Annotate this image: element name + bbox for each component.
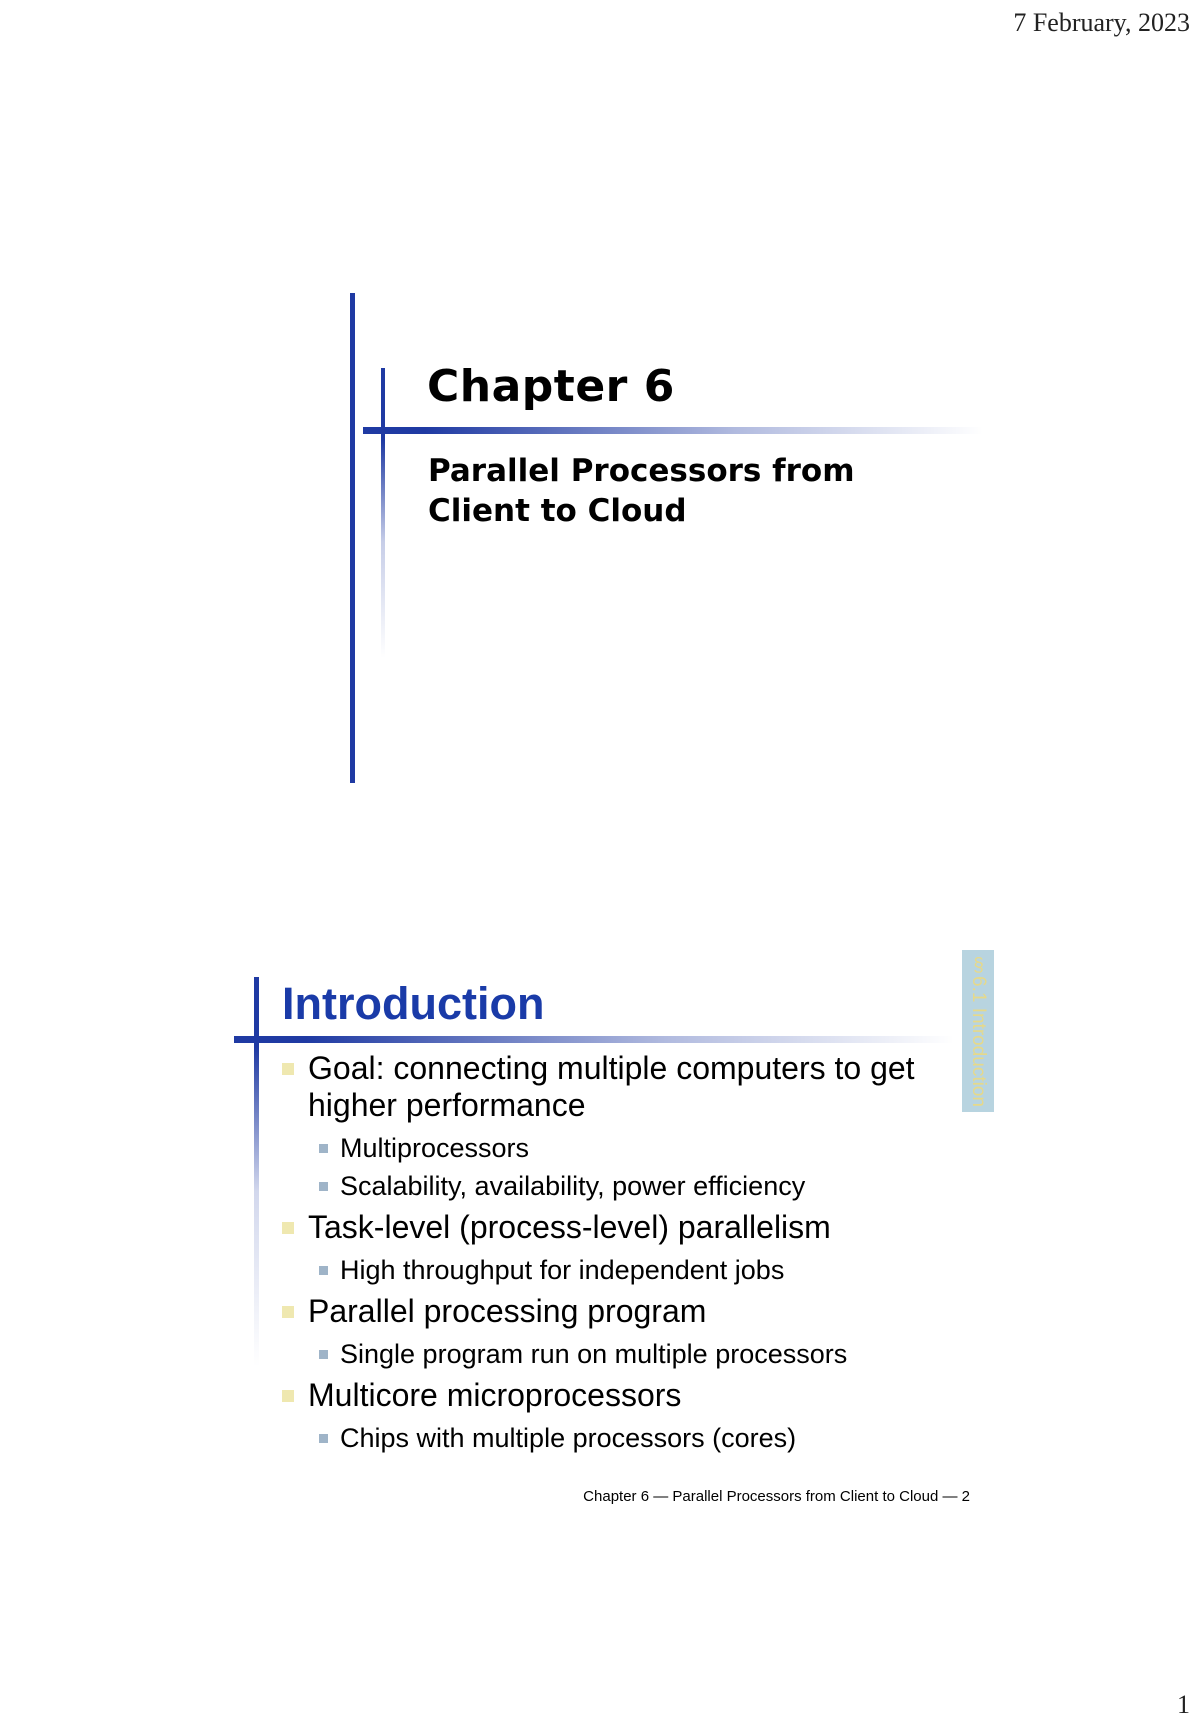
sub-bullet-text: Multiprocessors [340, 1133, 530, 1163]
slide-title: Introduction [282, 978, 545, 1029]
sub-bullet-text: Scalability, availability, power efficiency [340, 1171, 806, 1201]
sub-bullet-item [308, 1419, 982, 1457]
sub-bullet-item [308, 1251, 982, 1289]
bullet-item [282, 1377, 982, 1457]
chapter-subtitle: Parallel Processors from Client to Cloud [428, 453, 855, 529]
bullet-text: Task-level (process-level) parallelism [308, 1209, 831, 1245]
slide-footer: Chapter 6 — Parallel Processors from Client to Cloud — 2 [583, 1488, 970, 1505]
bullet-item [282, 1293, 982, 1373]
bullet-item [282, 1050, 982, 1205]
sub-bullet-item [308, 1335, 982, 1373]
square-bullet-icon [319, 1182, 328, 1191]
slide-horizontal-rule [234, 1036, 954, 1043]
sub-bullet-list [308, 1419, 982, 1457]
sub-bullet-text: High throughput for independent jobs [340, 1255, 785, 1285]
title-slide [350, 293, 1000, 783]
bullet-item [282, 1209, 982, 1289]
sub-bullet-list [308, 1251, 982, 1289]
square-bullet-icon [319, 1144, 328, 1153]
introduction-slide [234, 950, 1004, 1530]
square-bullet-icon [319, 1434, 328, 1443]
square-bullet-icon [282, 1306, 294, 1318]
sub-bullet-text: Single program run on multiple processors [340, 1339, 848, 1369]
page-number: 1 [1177, 1690, 1190, 1719]
sub-bullet-item [308, 1129, 982, 1167]
sub-bullet-list [308, 1129, 982, 1205]
bullet-text: Goal: connecting multiple computers to get higher performance [308, 1050, 915, 1123]
title-slide-horizontal-rule [363, 427, 983, 434]
square-bullet-icon [282, 1222, 294, 1234]
title-slide-inner-rule [381, 368, 385, 658]
chapter-title: Chapter 6 [427, 361, 675, 412]
sub-bullet-list [308, 1335, 982, 1373]
bullet-text: Multicore microprocessors [308, 1377, 682, 1413]
square-bullet-icon [282, 1063, 294, 1075]
sub-bullet-text: Chips with multiple processors (cores) [340, 1423, 797, 1453]
title-slide-vertical-rule [350, 293, 355, 783]
square-bullet-icon [282, 1390, 294, 1402]
sub-bullet-item [308, 1167, 982, 1205]
square-bullet-icon [319, 1350, 328, 1359]
bullet-text: Parallel processing program [308, 1293, 707, 1329]
bullet-list [282, 1050, 982, 1457]
square-bullet-icon [319, 1266, 328, 1275]
page-date: 7 February, 2023 [1013, 8, 1190, 37]
section-tab-label: §6.1 Introduction [968, 955, 989, 1107]
